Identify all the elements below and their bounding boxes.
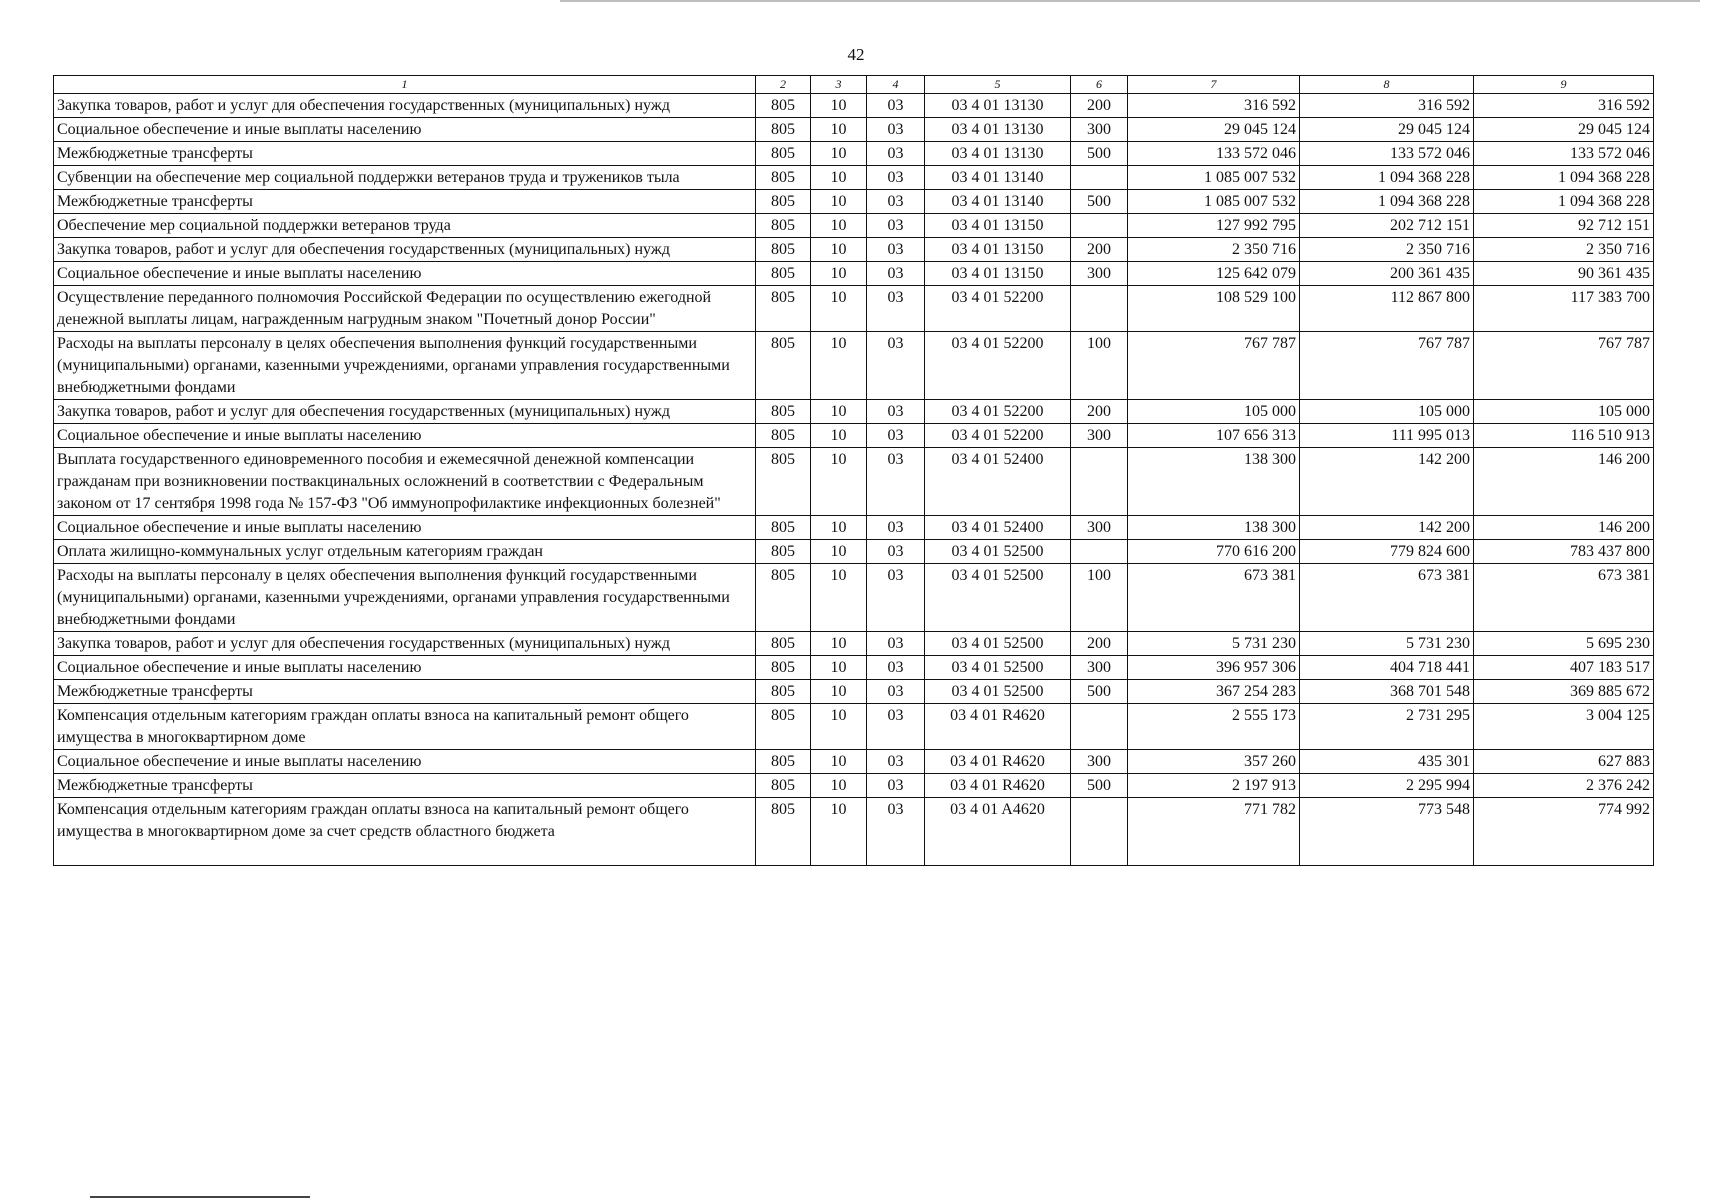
amount-col8-cell: 142 200 bbox=[1300, 448, 1474, 516]
row-name-cell: Субвенции на обеспечение мер социальной поддержки ветеранов труда и тружеников тыла bbox=[54, 166, 756, 190]
table-row bbox=[54, 516, 1654, 540]
row-name-cell: Социальное обеспечение и иные выплаты населению bbox=[54, 656, 756, 680]
table-row bbox=[54, 142, 1654, 166]
code-cell: 805 bbox=[756, 516, 811, 540]
expense-type-cell bbox=[1071, 540, 1128, 564]
target-article-cell: 03 4 01 52500 bbox=[925, 540, 1071, 564]
amount-col9-cell: 2 376 242 bbox=[1474, 774, 1654, 798]
amount-col9-cell: 146 200 bbox=[1474, 516, 1654, 540]
amount-col9-cell: 1 094 368 228 bbox=[1474, 166, 1654, 190]
column-header-3: 3 bbox=[811, 76, 867, 94]
target-article-cell: 03 4 01 52400 bbox=[925, 516, 1071, 540]
expense-type-cell: 100 bbox=[1071, 332, 1128, 400]
amount-col9-cell: 90 361 435 bbox=[1474, 262, 1654, 286]
target-article-cell: 03 4 01 13140 bbox=[925, 190, 1071, 214]
subsection-cell: 03 bbox=[867, 214, 925, 238]
amount-col9-cell: 767 787 bbox=[1474, 332, 1654, 400]
row-name-cell: Оплата жилищно-коммунальных услуг отдельным категориям граждан bbox=[54, 540, 756, 564]
expense-type-cell: 500 bbox=[1071, 680, 1128, 704]
row-name-cell: Межбюджетные трансферты bbox=[54, 142, 756, 166]
table-row bbox=[54, 400, 1654, 424]
table-row bbox=[54, 190, 1654, 214]
target-article-cell: 03 4 01 R4620 bbox=[925, 774, 1071, 798]
amount-col9-cell: 1 094 368 228 bbox=[1474, 190, 1654, 214]
subsection-cell: 03 bbox=[867, 774, 925, 798]
amount-col9-cell: 117 383 700 bbox=[1474, 286, 1654, 332]
expense-type-cell bbox=[1071, 166, 1128, 190]
target-article-cell: 03 4 01 13150 bbox=[925, 262, 1071, 286]
amount-col8-cell: 112 867 800 bbox=[1300, 286, 1474, 332]
expense-type-cell: 500 bbox=[1071, 190, 1128, 214]
amount-col8-cell: 673 381 bbox=[1300, 564, 1474, 632]
page-number: 42 bbox=[847, 45, 865, 64]
section-cell: 10 bbox=[811, 142, 867, 166]
table-row bbox=[54, 118, 1654, 142]
target-article-cell: 03 4 01 13130 bbox=[925, 118, 1071, 142]
table-row bbox=[54, 774, 1654, 798]
expense-type-cell: 200 bbox=[1071, 632, 1128, 656]
expense-type-cell: 300 bbox=[1071, 750, 1128, 774]
code-cell: 805 bbox=[756, 632, 811, 656]
table-row bbox=[54, 656, 1654, 680]
amount-col8-cell: 404 718 441 bbox=[1300, 656, 1474, 680]
subsection-cell: 03 bbox=[867, 262, 925, 286]
amount-col9-cell: 29 045 124 bbox=[1474, 118, 1654, 142]
expense-type-cell bbox=[1071, 704, 1128, 750]
code-cell: 805 bbox=[756, 750, 811, 774]
code-cell: 805 bbox=[756, 190, 811, 214]
subsection-cell: 03 bbox=[867, 516, 925, 540]
amount-col8-cell: 779 824 600 bbox=[1300, 540, 1474, 564]
code-cell: 805 bbox=[756, 332, 811, 400]
code-cell: 805 bbox=[756, 400, 811, 424]
section-cell: 10 bbox=[811, 286, 867, 332]
scan-edge-line-bottom bbox=[90, 1196, 310, 1198]
code-cell: 805 bbox=[756, 448, 811, 516]
subsection-cell: 03 bbox=[867, 142, 925, 166]
row-name-cell: Расходы на выплаты персоналу в целях обеспечения выполнения функций государственными (муниципальными) органами, казенными учреждениями, органами управления государственными внебюджетными фондами bbox=[54, 332, 756, 400]
code-cell: 805 bbox=[756, 214, 811, 238]
expense-type-cell bbox=[1071, 214, 1128, 238]
subsection-cell: 03 bbox=[867, 750, 925, 774]
expense-type-cell: 200 bbox=[1071, 238, 1128, 262]
expense-type-cell: 200 bbox=[1071, 94, 1128, 118]
target-article-cell: 03 4 01 13130 bbox=[925, 142, 1071, 166]
amount-col7-cell: 367 254 283 bbox=[1128, 680, 1300, 704]
amount-col9-cell: 3 004 125 bbox=[1474, 704, 1654, 750]
amount-col8-cell: 111 995 013 bbox=[1300, 424, 1474, 448]
column-header-7: 7 bbox=[1128, 76, 1300, 94]
table-row bbox=[54, 332, 1654, 400]
row-name-cell: Социальное обеспечение и иные выплаты населению bbox=[54, 424, 756, 448]
amount-col7-cell: 5 731 230 bbox=[1128, 632, 1300, 656]
amount-col8-cell: 368 701 548 bbox=[1300, 680, 1474, 704]
subsection-cell: 03 bbox=[867, 118, 925, 142]
section-cell: 10 bbox=[811, 680, 867, 704]
expense-type-cell bbox=[1071, 286, 1128, 332]
column-header-4: 4 bbox=[867, 76, 925, 94]
target-article-cell: 03 4 01 13150 bbox=[925, 214, 1071, 238]
section-cell: 10 bbox=[811, 656, 867, 680]
target-article-cell: 03 4 01 52400 bbox=[925, 448, 1071, 516]
amount-col7-cell: 127 992 795 bbox=[1128, 214, 1300, 238]
code-cell: 805 bbox=[756, 656, 811, 680]
row-name-cell: Закупка товаров, работ и услуг для обеспечения государственных (муниципальных) нужд bbox=[54, 94, 756, 118]
amount-col7-cell: 316 592 bbox=[1128, 94, 1300, 118]
row-name-cell: Компенсация отдельным категориям граждан оплаты взноса на капитальный ремонт общего имущества в многоквартирном доме за счет средств областного бюджета bbox=[54, 798, 756, 866]
amount-col7-cell: 771 782 bbox=[1128, 798, 1300, 866]
expense-type-cell: 100 bbox=[1071, 564, 1128, 632]
amount-col9-cell: 774 992 bbox=[1474, 798, 1654, 866]
amount-col8-cell: 202 712 151 bbox=[1300, 214, 1474, 238]
code-cell: 805 bbox=[756, 680, 811, 704]
subsection-cell: 03 bbox=[867, 448, 925, 516]
amount-col9-cell: 2 350 716 bbox=[1474, 238, 1654, 262]
section-cell: 10 bbox=[811, 704, 867, 750]
target-article-cell: 03 4 01 52500 bbox=[925, 632, 1071, 656]
section-cell: 10 bbox=[811, 238, 867, 262]
amount-col9-cell: 316 592 bbox=[1474, 94, 1654, 118]
amount-col7-cell: 107 656 313 bbox=[1128, 424, 1300, 448]
amount-col9-cell: 92 712 151 bbox=[1474, 214, 1654, 238]
row-name-cell: Осуществление переданного полномочия Российской Федерации по осуществлению ежегодной денежной выплаты лицам, награжденным нагрудным знаком "Почетный донор России" bbox=[54, 286, 756, 332]
amount-col7-cell: 138 300 bbox=[1128, 448, 1300, 516]
subsection-cell: 03 bbox=[867, 798, 925, 866]
amount-col7-cell: 357 260 bbox=[1128, 750, 1300, 774]
amount-col8-cell: 2 350 716 bbox=[1300, 238, 1474, 262]
amount-col8-cell: 142 200 bbox=[1300, 516, 1474, 540]
subsection-cell: 03 bbox=[867, 94, 925, 118]
scan-edge-line-top bbox=[560, 0, 1700, 2]
amount-col8-cell: 1 094 368 228 bbox=[1300, 166, 1474, 190]
row-name-cell: Закупка товаров, работ и услуг для обеспечения государственных (муниципальных) нужд bbox=[54, 400, 756, 424]
table-row bbox=[54, 564, 1654, 632]
row-name-cell: Межбюджетные трансферты bbox=[54, 680, 756, 704]
header-row bbox=[54, 76, 1654, 94]
table-row bbox=[54, 94, 1654, 118]
column-header-9: 9 bbox=[1474, 76, 1654, 94]
amount-col7-cell: 133 572 046 bbox=[1128, 142, 1300, 166]
expense-type-cell: 300 bbox=[1071, 262, 1128, 286]
target-article-cell: 03 4 01 52500 bbox=[925, 564, 1071, 632]
expense-type-cell: 300 bbox=[1071, 424, 1128, 448]
amount-col7-cell: 767 787 bbox=[1128, 332, 1300, 400]
table-row bbox=[54, 704, 1654, 750]
row-name-cell: Межбюджетные трансферты bbox=[54, 774, 756, 798]
amount-col9-cell: 133 572 046 bbox=[1474, 142, 1654, 166]
subsection-cell: 03 bbox=[867, 166, 925, 190]
target-article-cell: 03 4 01 52200 bbox=[925, 424, 1071, 448]
subsection-cell: 03 bbox=[867, 540, 925, 564]
table-body bbox=[54, 94, 1654, 866]
table-row bbox=[54, 214, 1654, 238]
subsection-cell: 03 bbox=[867, 656, 925, 680]
code-cell: 805 bbox=[756, 238, 811, 262]
expense-type-cell bbox=[1071, 798, 1128, 866]
row-name-cell: Выплата государственного единовременного пособия и ежемесячной денежной компенсации гражданам при возникновении поствакцинальных осложнений в соответствии с Федеральным законом от 17 сентября 1998 года № 157-ФЗ "Об иммунопрофилактике инфекционных болезней" bbox=[54, 448, 756, 516]
subsection-cell: 03 bbox=[867, 190, 925, 214]
amount-col9-cell: 783 437 800 bbox=[1474, 540, 1654, 564]
amount-col8-cell: 133 572 046 bbox=[1300, 142, 1474, 166]
amount-col7-cell: 396 957 306 bbox=[1128, 656, 1300, 680]
amount-col9-cell: 5 695 230 bbox=[1474, 632, 1654, 656]
amount-col8-cell: 2 731 295 bbox=[1300, 704, 1474, 750]
row-name-cell: Межбюджетные трансферты bbox=[54, 190, 756, 214]
column-header-8: 8 bbox=[1300, 76, 1474, 94]
section-cell: 10 bbox=[811, 262, 867, 286]
subsection-cell: 03 bbox=[867, 564, 925, 632]
row-name-cell: Социальное обеспечение и иные выплаты населению bbox=[54, 750, 756, 774]
expense-type-cell: 500 bbox=[1071, 142, 1128, 166]
code-cell: 805 bbox=[756, 166, 811, 190]
amount-col9-cell: 105 000 bbox=[1474, 400, 1654, 424]
table-row bbox=[54, 448, 1654, 516]
target-article-cell: 03 4 01 13140 bbox=[925, 166, 1071, 190]
column-header-1: 1 bbox=[54, 76, 756, 94]
subsection-cell: 03 bbox=[867, 680, 925, 704]
row-name-cell: Обеспечение мер социальной поддержки ветеранов труда bbox=[54, 214, 756, 238]
target-article-cell: 03 4 01 13130 bbox=[925, 94, 1071, 118]
code-cell: 805 bbox=[756, 540, 811, 564]
amount-col7-cell: 108 529 100 bbox=[1128, 286, 1300, 332]
table-row bbox=[54, 680, 1654, 704]
expense-type-cell bbox=[1071, 448, 1128, 516]
expense-type-cell: 300 bbox=[1071, 516, 1128, 540]
target-article-cell: 03 4 01 13150 bbox=[925, 238, 1071, 262]
budget-table bbox=[53, 75, 1654, 866]
expense-type-cell: 500 bbox=[1071, 774, 1128, 798]
table-row bbox=[54, 286, 1654, 332]
code-cell: 805 bbox=[756, 564, 811, 632]
section-cell: 10 bbox=[811, 564, 867, 632]
section-cell: 10 bbox=[811, 118, 867, 142]
amount-col7-cell: 138 300 bbox=[1128, 516, 1300, 540]
section-cell: 10 bbox=[811, 190, 867, 214]
amount-col7-cell: 673 381 bbox=[1128, 564, 1300, 632]
amount-col7-cell: 125 642 079 bbox=[1128, 262, 1300, 286]
amount-col8-cell: 773 548 bbox=[1300, 798, 1474, 866]
subsection-cell: 03 bbox=[867, 286, 925, 332]
code-cell: 805 bbox=[756, 798, 811, 866]
section-cell: 10 bbox=[811, 424, 867, 448]
code-cell: 805 bbox=[756, 286, 811, 332]
row-name-cell: Социальное обеспечение и иные выплаты населению bbox=[54, 262, 756, 286]
target-article-cell: 03 4 01 52200 bbox=[925, 332, 1071, 400]
section-cell: 10 bbox=[811, 166, 867, 190]
code-cell: 805 bbox=[756, 704, 811, 750]
amount-col7-cell: 1 085 007 532 bbox=[1128, 166, 1300, 190]
code-cell: 805 bbox=[756, 94, 811, 118]
amount-col8-cell: 29 045 124 bbox=[1300, 118, 1474, 142]
amount-col8-cell: 316 592 bbox=[1300, 94, 1474, 118]
expense-type-cell: 200 bbox=[1071, 400, 1128, 424]
target-article-cell: 03 4 01 52200 bbox=[925, 286, 1071, 332]
subsection-cell: 03 bbox=[867, 238, 925, 262]
amount-col9-cell: 369 885 672 bbox=[1474, 680, 1654, 704]
section-cell: 10 bbox=[811, 516, 867, 540]
code-cell: 805 bbox=[756, 142, 811, 166]
expense-type-cell: 300 bbox=[1071, 118, 1128, 142]
code-cell: 805 bbox=[756, 118, 811, 142]
subsection-cell: 03 bbox=[867, 400, 925, 424]
row-name-cell: Закупка товаров, работ и услуг для обеспечения государственных (муниципальных) нужд bbox=[54, 238, 756, 262]
code-cell: 805 bbox=[756, 424, 811, 448]
section-cell: 10 bbox=[811, 94, 867, 118]
amount-col7-cell: 2 350 716 bbox=[1128, 238, 1300, 262]
subsection-cell: 03 bbox=[867, 704, 925, 750]
expense-type-cell: 300 bbox=[1071, 656, 1128, 680]
amount-col8-cell: 435 301 bbox=[1300, 750, 1474, 774]
section-cell: 10 bbox=[811, 750, 867, 774]
target-article-cell: 03 4 01 A4620 bbox=[925, 798, 1071, 866]
column-header-2: 2 bbox=[756, 76, 811, 94]
row-name-cell: Социальное обеспечение и иные выплаты населению bbox=[54, 516, 756, 540]
row-name-cell: Расходы на выплаты персоналу в целях обеспечения выполнения функций государственными (муниципальными) органами, казенными учреждениями, органами управления государственными внебюджетными фондами bbox=[54, 564, 756, 632]
amount-col8-cell: 5 731 230 bbox=[1300, 632, 1474, 656]
table-row bbox=[54, 262, 1654, 286]
target-article-cell: 03 4 01 52500 bbox=[925, 680, 1071, 704]
column-header-6: 6 bbox=[1071, 76, 1128, 94]
amount-col9-cell: 146 200 bbox=[1474, 448, 1654, 516]
section-cell: 10 bbox=[811, 632, 867, 656]
target-article-cell: 03 4 01 R4620 bbox=[925, 704, 1071, 750]
table-row bbox=[54, 798, 1654, 866]
row-name-cell: Социальное обеспечение и иные выплаты населению bbox=[54, 118, 756, 142]
section-cell: 10 bbox=[811, 540, 867, 564]
amount-col9-cell: 116 510 913 bbox=[1474, 424, 1654, 448]
table-row bbox=[54, 424, 1654, 448]
section-cell: 10 bbox=[811, 400, 867, 424]
amount-col7-cell: 1 085 007 532 bbox=[1128, 190, 1300, 214]
code-cell: 805 bbox=[756, 262, 811, 286]
section-cell: 10 bbox=[811, 332, 867, 400]
column-header-5: 5 bbox=[925, 76, 1071, 94]
amount-col8-cell: 2 295 994 bbox=[1300, 774, 1474, 798]
amount-col9-cell: 627 883 bbox=[1474, 750, 1654, 774]
code-cell: 805 bbox=[756, 774, 811, 798]
amount-col9-cell: 673 381 bbox=[1474, 564, 1654, 632]
table-row bbox=[54, 632, 1654, 656]
amount-col8-cell: 767 787 bbox=[1300, 332, 1474, 400]
row-name-cell: Компенсация отдельным категориям граждан оплаты взноса на капитальный ремонт общего имущества в многоквартирном доме bbox=[54, 704, 756, 750]
amount-col9-cell: 407 183 517 bbox=[1474, 656, 1654, 680]
subsection-cell: 03 bbox=[867, 632, 925, 656]
section-cell: 10 bbox=[811, 214, 867, 238]
table-row bbox=[54, 540, 1654, 564]
table-row bbox=[54, 238, 1654, 262]
row-name-cell: Закупка товаров, работ и услуг для обеспечения государственных (муниципальных) нужд bbox=[54, 632, 756, 656]
target-article-cell: 03 4 01 R4620 bbox=[925, 750, 1071, 774]
table-row bbox=[54, 166, 1654, 190]
amount-col7-cell: 2 197 913 bbox=[1128, 774, 1300, 798]
table-row bbox=[54, 750, 1654, 774]
section-cell: 10 bbox=[811, 774, 867, 798]
amount-col7-cell: 29 045 124 bbox=[1128, 118, 1300, 142]
subsection-cell: 03 bbox=[867, 424, 925, 448]
section-cell: 10 bbox=[811, 448, 867, 516]
amount-col8-cell: 1 094 368 228 bbox=[1300, 190, 1474, 214]
subsection-cell: 03 bbox=[867, 332, 925, 400]
amount-col7-cell: 770 616 200 bbox=[1128, 540, 1300, 564]
amount-col7-cell: 2 555 173 bbox=[1128, 704, 1300, 750]
amount-col8-cell: 105 000 bbox=[1300, 400, 1474, 424]
amount-col7-cell: 105 000 bbox=[1128, 400, 1300, 424]
target-article-cell: 03 4 01 52500 bbox=[925, 656, 1071, 680]
section-cell: 10 bbox=[811, 798, 867, 866]
target-article-cell: 03 4 01 52200 bbox=[925, 400, 1071, 424]
amount-col8-cell: 200 361 435 bbox=[1300, 262, 1474, 286]
table-header bbox=[54, 76, 1654, 94]
